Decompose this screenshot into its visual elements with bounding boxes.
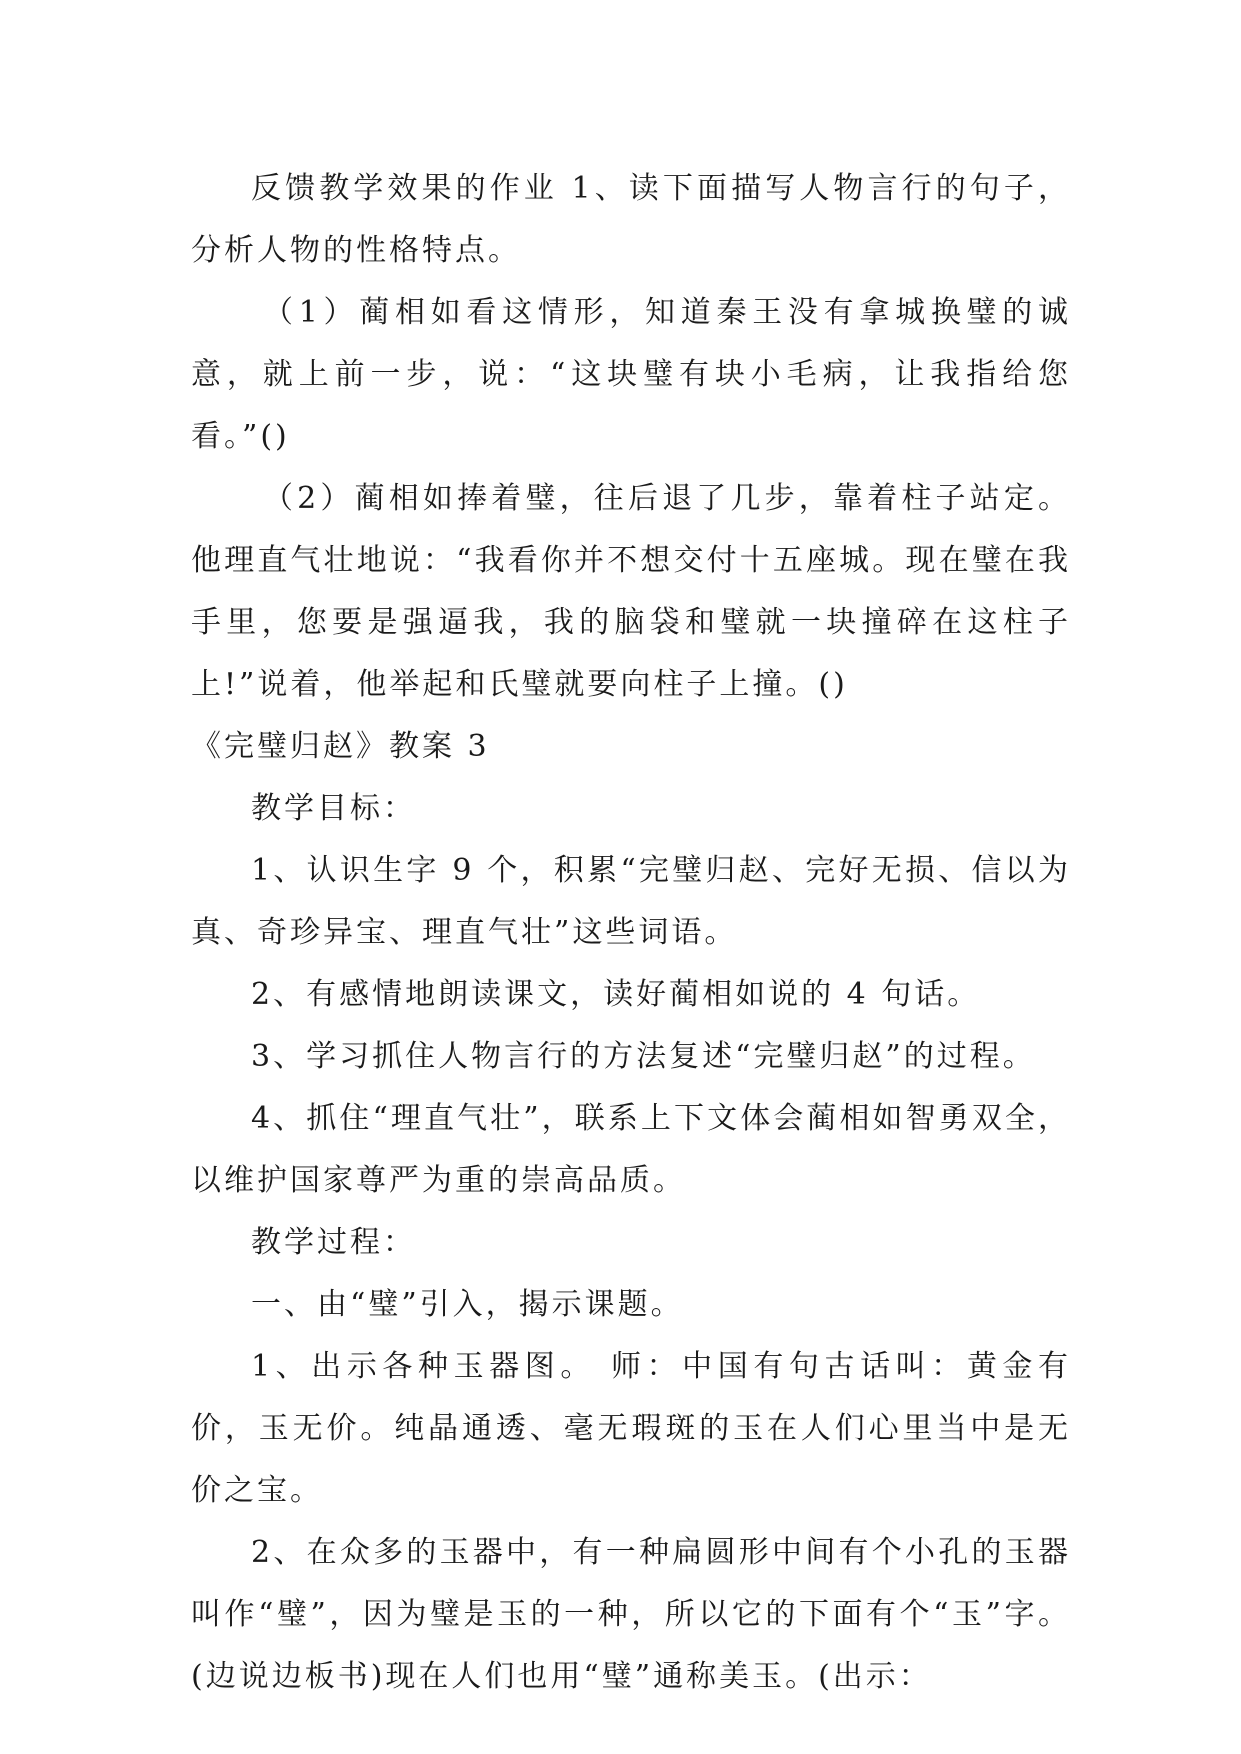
section-heading: 《完璧归赵》教案 3 bbox=[191, 729, 490, 764]
document-body bbox=[191, 158, 1071, 1708]
paragraph-goal-3: 3、学习抓住人物言行的方法复述“完璧归赵”的过程。 bbox=[251, 1039, 1036, 1074]
paragraph-question-1: （1）蔺相如看这情形，知道秦王没有拿城换璧的诚意，就上前一步，说：“这块璧有块小毛病，让我指给您看。”() bbox=[191, 295, 1071, 454]
paragraph-homework-intro: 反馈教学效果的作业 1、读下面描写人物言行的句子，分析人物的性格特点。 bbox=[191, 171, 1071, 268]
paragraph-goal-4: 4、抓住“理直气壮”，联系上下文体会蔺相如智勇双全，以维护国家尊严为重的崇高品质。 bbox=[191, 1101, 1071, 1198]
paragraph-process-step-1: 一、由“璧”引入，揭示课题。 bbox=[251, 1287, 684, 1322]
paragraph-goal-1: 1、认识生字 9 个，积累“完璧归赵、完好无损、信以为真、奇珍异宝、理直气壮”这些词语。 bbox=[191, 853, 1071, 950]
paragraph-question-2: （2）蔺相如捧着璧，往后退了几步，靠着柱子站定。他理直气壮地说：“我看你并不想交付十五座城。现在璧在我手里，您要是强逼我，我的脑袋和璧就一块撞碎在这柱子上!”说着，他举起和氏璧就要向柱子上撞。() bbox=[191, 481, 1071, 702]
paragraph-process-item-2: 2、在众多的玉器中，有一种扁圆形中间有个小孔的玉器叫作“璧”，因为璧是玉的一种，所以它的下面有个“玉”字。(边说边板书)现在人们也用“璧”通称美玉。(出示： bbox=[191, 1535, 1071, 1694]
paragraph-teaching-process-label: 教学过程： bbox=[251, 1225, 416, 1260]
paragraph-teaching-goals-label: 教学目标： bbox=[251, 791, 416, 826]
paragraph-process-item-1: 1、出示各种玉器图。 师：中国有句古话叫：黄金有价，玉无价。纯晶通透、毫无瑕斑的玉在人们心里当中是无价之宝。 bbox=[191, 1349, 1071, 1508]
paragraph-goal-2: 2、有感情地朗读课文，读好蔺相如说的 4 句话。 bbox=[251, 977, 981, 1012]
